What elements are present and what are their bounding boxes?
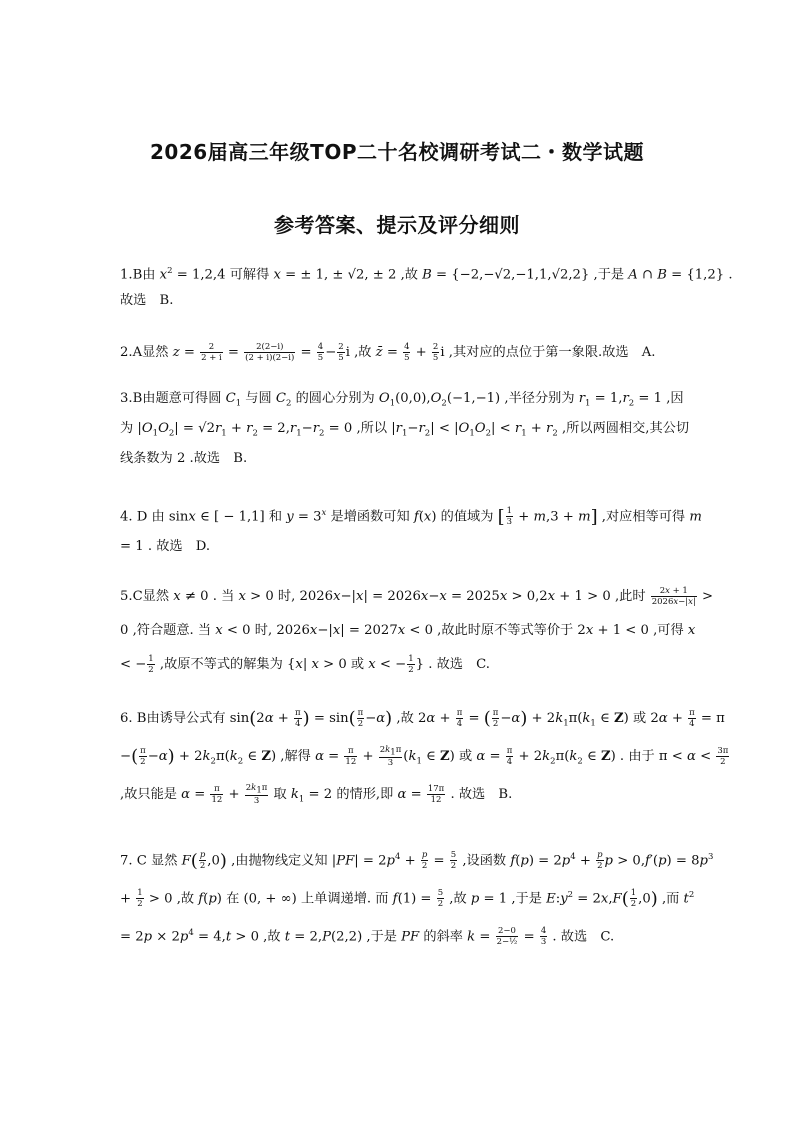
document-title: 2026届高三年级TOP二十名校调研考试二・数学试题 [150,140,644,164]
answer-1: 1.B由 $x^2 = 1,2,4$ 可解得 x = ± 1, ± √2, ± 2 ,故 B = {−2,−√2,−1,1,√2,2} ,于是 A ∩ B = {1,2} . 故选 B. [120,266,733,308]
answer-5: 5.C显然 x ≠ 0 . 当 x > 0 时, 2026x−|x| = 2026x−x = 2025x > 0,2x + 1 > 0 ,此时 $\frac{2x + 1}{2026x-|x|}$ > 0 ,符合题意. 当 x < 0 时, 2026x−|x| = 2027x < 0 ,故此时原不等式等价于 2x + 1 < 0 ,可得 x < − $\frac{1}{2}$ ,故原不等式的解集为 {x| x > 0 或 x < − $\frac{1}{2}$ } . 故选 C. [120,586,714,675]
answer-6: 6. B由诱导公式有 sin(2α + $\frac{\pi}{4}$ ) = sin( $\frac{\pi}{2}$ −α) ,故 2α + $\frac{\pi}{4}$ = ( $\frac{\pi}{2}$ $-\alpha) + 2k_1\pi(k_1$ ∈ Z) 或 2α + $\frac{\pi}{4}$ = π −( $\frac{\pi}{2}$ $-\alpha) + 2k_2\pi(k_2$ ∈ Z) ,解得 α = $\frac{\pi}{12}$ + $\frac{2k_1\pi}{3}$ ($k_1$ ∈ Z) 或 α = $\frac{\pi}{4}$ + $2k_2\pi(k_2$ ∈ Z) . 由于 π < α < $\frac{3\pi}{2}$ ,故只能是 α = $\frac{\pi}{12}$ + $\frac{2k_1\pi}{3}$ 取 $k_1 = 2$ 的情形,即 α = $\frac{17\pi}{12}$ . 故选 B. [120,708,729,807]
document-subtitle: 参考答案、提示及评分细则 [274,213,520,237]
answer-7: 7. C 显然 F( $\frac{p}{2}$ ,0) ,由抛物线定义知 $|PF| = 2p^4$ + $\frac{p}{2}$ = $\frac{5}{2}$ ,设函数 $f(p) = 2p^4$ + $\frac{p}{2}$ $p > 0,f'(p) = 8p^3$ + $\frac{1}{2}$ > 0 ,故 f(p) 在 (0, + ∞) 上单调递增. 而 f(1) = $\frac{5}{2}$ ,故 p = 1 ,于是 $E:y^2 = 2x,F$( $\frac{1}{2}$ ,0) ,而 $t^2$ = $2p \times 2p^4 = 4,t > 0$ ,故 t = 2,P(2,2) ,于是 PF 的斜率 k = $\frac{2-0}{\text{2−½}}$ = $\frac{4}{3}$ . 故选 C. [120,850,714,948]
answer-3: 3.B由题意可得圆 $C_1$ 与圆 $C_2$ 的圆心分别为 $O_1(0,0),O_2(-1,-1)$ ,半径分别为 $r_1 = 1,r_2 = 1$ ,因 为 $|O_1O_2| = √2r_1 + r_2 = 2,r_1-r_2 = 0$ ,所以 $|r_1-r_2| < |O_1O_2| < r_1 + r_2$ ,所以两圆相交,其公切 线条数为 2 .故选 B. [120,391,690,466]
answer-2: 2.A显然 z = $\frac{2}{2 + i}$ = $\frac{2(2-i)}{(2 + i)(2-i)}$ = $\frac{4}{5}$ − $\frac{2}{5}$ i ,故 z̄ = $\frac{4}{5}$ + $\frac{2}{5}$ i ,其对应的点位于第一象限.故选 A. [120,342,656,363]
answer-4: 4. D 由 sinx ∈ [ − 1,1] 和 $y = 3^x$ 是增函数可知 f(x) 的值域为 [ $\frac{1}{3}$ + m,3 + m] ,对应相等可得 m = 1 . 故选 D. [120,506,702,554]
